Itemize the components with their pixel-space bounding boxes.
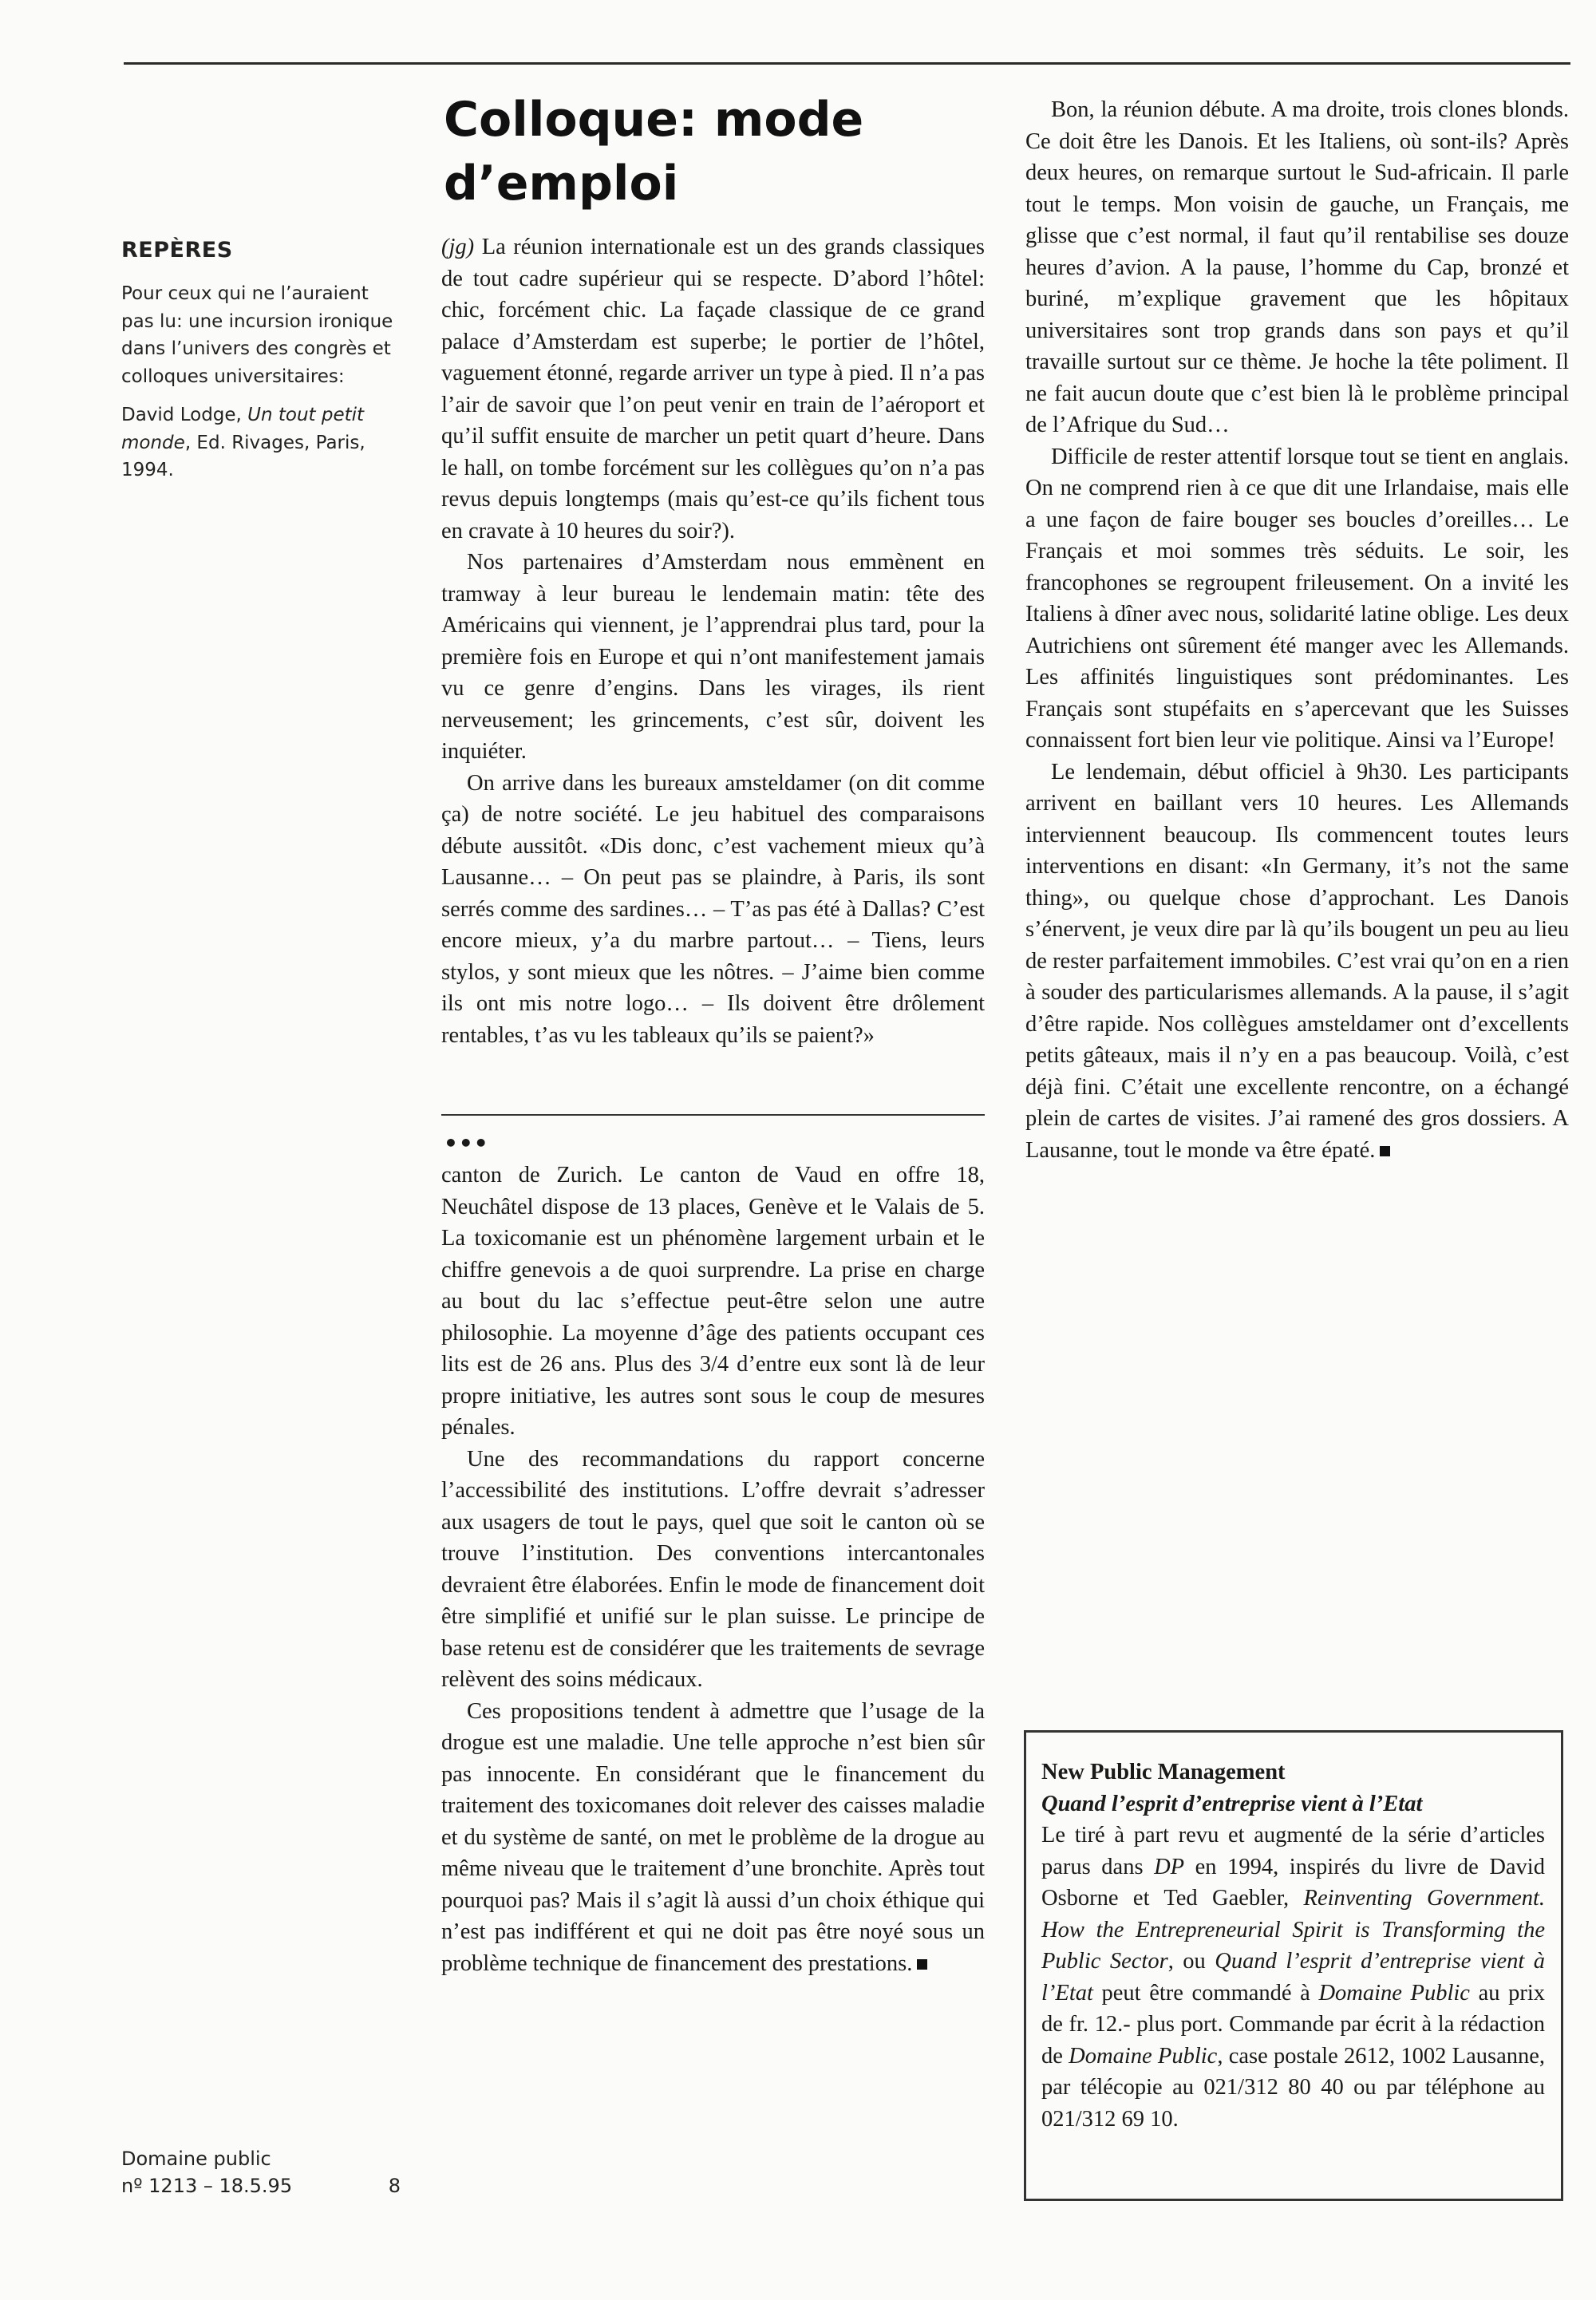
article-paragraph-2: Nos partenaires d’Amsterdam nous emmènent en tramway à leur bureau le lendemain matin: tête des Américains qui viennent, je l’apprendrai plus tard, pour la première fois en Europe et qui n’ont manifestement jamais vu ce genre d’engins. Dans les virages, ils rient nerveusement; les grincements, c’est sûr, doivent les inquiéter. bbox=[441, 550, 985, 764]
reperes-sidebar bbox=[121, 238, 401, 496]
box-subtitle: Quand l’esprit d’entreprise vient à l’Etat bbox=[1041, 1791, 1423, 1816]
continuation-marker: ••• bbox=[444, 1130, 489, 1156]
reference-publisher: , Ed. Rivages, Paris, 1994. bbox=[121, 432, 365, 480]
article-column-2 bbox=[1025, 94, 1569, 1166]
article-title: Colloque: mode d’emploi bbox=[444, 92, 864, 211]
section-divider bbox=[441, 1114, 985, 1116]
promo-box bbox=[1024, 1730, 1563, 2201]
end-mark bbox=[1380, 1146, 1390, 1156]
continuation-paragraph-3: Ces propositions tendent à admettre que l’usage de la drogue est une maladie. Une telle approche n’est bien sûr pas innocente. En considérant que le financement du traitement des toxicomanes doit relever des caisses maladie et du système de santé, on met le problème de la drogue au même niveau que le traitement d’une bronchite. Après tout pourquoi pas? Mais il s’agit là aussi d’un choix éthique qui n’est pas indifférent et qui ne doit pas être noyé sous un problème technique de financement des prestations. bbox=[441, 1698, 985, 1976]
article-paragraph-4: Bon, la réunion débute. A ma droite, trois clones blonds. Ce doit être les Danois. Et les Italiens, où sont-ils? Après deux heures, on remarque surtout le Sud-africain. Il parle tout le temps. Mon voisin de gauche, un Français, me glisse que c’est normal, il faut qu’il rentabilise ses douze heures d’avion. A la pause, l’homme du Cap, bronzé et buriné, m’explique gravement que les hôpitaux universitaires sont trop grands dans son pays et qu’il travaille surtout sur ce thème. Je hoche la tête poliment. Il ne fait aucun doute que c’est bien là le problème principal de l’Afrique du Sud… bbox=[1025, 97, 1569, 437]
reference-book-title: Un tout petit monde bbox=[121, 405, 365, 453]
sidebar-intro: Pour ceux qui ne l’auraient pas lu: une incursion ironique dans l’univers des congrès et colloques universitaires: bbox=[121, 283, 393, 387]
sidebar-reference bbox=[121, 401, 401, 484]
article-paragraph-6: Le lendemain, début officiel à 9h30. Les participants arrivent en baillant vers 10 heures. Les Allemands interviennent beaucoup. Ils commencent toutes leurs interventions en disant: «In Germany, it’s not the same thing», ou quelque chose d’approchant. Les Danois s’énervent, je veux dire par là qu’ils bougent un peu au lieu de rester parfaitement immobiles. C’est vrai qu’on en a rien à souder des particularismes allemands. A la pause, il s’agit d’être rapide. Nos collègues amsteldamer ont d’excellents petits gâteaux, mais il n’y en a pas beaucoup. Voilà, c’est déjà fini. C’était une excellente rencontre, on a échangé plein de cartes de visites. J’ai ramené des gros dossiers. A Lausanne, tout le monde va être épaté. bbox=[1025, 759, 1569, 1163]
page-footer bbox=[121, 2145, 401, 2199]
end-mark bbox=[917, 1959, 927, 1970]
sidebar-heading: REPÈRES bbox=[121, 238, 233, 263]
footer-issue-line bbox=[121, 2172, 401, 2199]
box-text: Le tiré à part revu et augmenté de la série d’articles parus dans DP en 1994, inspirés du livre de David Osborne et Ted Gaebler, Reinventing Government. How the Entrepreneurial Spirit is Transforming the Public Sector, ou Quand l’esprit d’entreprise vient à l’Etat peut être commandé à Domaine Public au prix de fr. 12.- plus port. Commande par écrit à la rédaction de Domaine Public, case postale 2612, 1002 Lausanne, par télécopie au 021/312 80 40 ou par téléphone au 021/312 69 10. bbox=[1041, 1823, 1546, 2132]
article-paragraph-5: Difficile de rester attentif lorsque tout se tient en anglais. On ne comprend rien à ce que dit une Irlandaise, mais elle a une façon de faire bouger ses boucles d’oreilles… Le Français et moi sommes très séduits. Le soir, les francophones se regroupent frileusement. On a invité les Italiens à dîner avec nous, solidarité latine oblige. Les deux Autrichiens ont sûrement été manger avec les Allemands. Les affinités linguistiques sont prédominantes. Les Français sont stupéfaits en s’apercevant que les Suisses connaissent fort bien leur vie politique. Ainsi va l’Europe! bbox=[1025, 444, 1569, 753]
article-paragraph-3: On arrive dans les bureaux amsteldamer (on dit comme ça) de notre société. Le jeu habituel des comparaisons débute aussitôt. «Dis donc, c’est vachement mieux qu’à Lausanne… – On peut pas se plaindre, à Paris, ils sont serrés comme des sardines… – T’as pas été à Dallas? C’est encore mieux, y’a du marbre partout… – Tiens, leurs stylos, y sont mieux que les nôtres. – J’aime bien comme ils ont mis notre logo… – Ils doivent être drôlement rentables, t’as vu les tableaux qu’ils se paient?» bbox=[441, 770, 985, 1048]
publication-name: Domaine public bbox=[121, 2148, 271, 2170]
page-number: 8 bbox=[388, 2175, 401, 2197]
article-column-1 bbox=[441, 231, 985, 1051]
box-title: New Public Management bbox=[1041, 1760, 1286, 1784]
issue-number: nº 1213 – 18.5.95 bbox=[121, 2175, 293, 2197]
continuation-column bbox=[441, 1160, 985, 1979]
author-initials: (jg) bbox=[441, 235, 475, 259]
article-paragraph-1: (jg) La réunion internationale est un des grands classiques de tout cadre supérieur qui se respecte. D’abord l’hôtel: chic, forcément chic. La façade classique de ce grand palace d’Amsterdam est superbe; le portier de l’hôtel, vaguement étonné, regarde arriver un type à pied. Il n’a pas l’air de savoir que l’on peut venir en train de l’aéroport et qu’il suffit ensuite de marcher un petit quart d’heure. Dans le hall, on tombe forcément sur les collègues qu’on n’a pas revus depuis longtemps (mais qu’est-ce qu’ils fichent tous en cravate à 10 heures du soir?). bbox=[441, 235, 985, 543]
continuation-paragraph-2: Une des recommandations du rapport concerne l’accessibilité des institutions. L’offre devrait s’adresser aux usagers de tout le pays, quel que soit le canton où se trouve l’institution. Des conventions intercantonales devraient être élaborées. Enfin le mode de financement doit être simplifié et unifié sur le plan suisse. Le principe de base retenu est de considérer que les traitements de sevrage relèvent des soins médicaux. bbox=[441, 1446, 985, 1692]
continuation-paragraph-1: canton de Zurich. Le canton de Vaud en offre 18, Neuchâtel dispose de 13 places, Genève et le Valais de 5. La toxicomanie est un phénomène largement urbain et le chiffre genevois a de quoi surprendre. La prise en charge au bout du lac s’effectue peut-être selon une autre philosophie. La moyenne d’âge des patients occupant ces lits est de 26 ans. Plus des 3/4 d’entre eux sont là de leur propre initiative, les autres sont sous le coup de mesures pénales. bbox=[441, 1163, 985, 1440]
top-rule bbox=[124, 62, 1570, 65]
reference-author: David Lodge, bbox=[121, 405, 248, 425]
